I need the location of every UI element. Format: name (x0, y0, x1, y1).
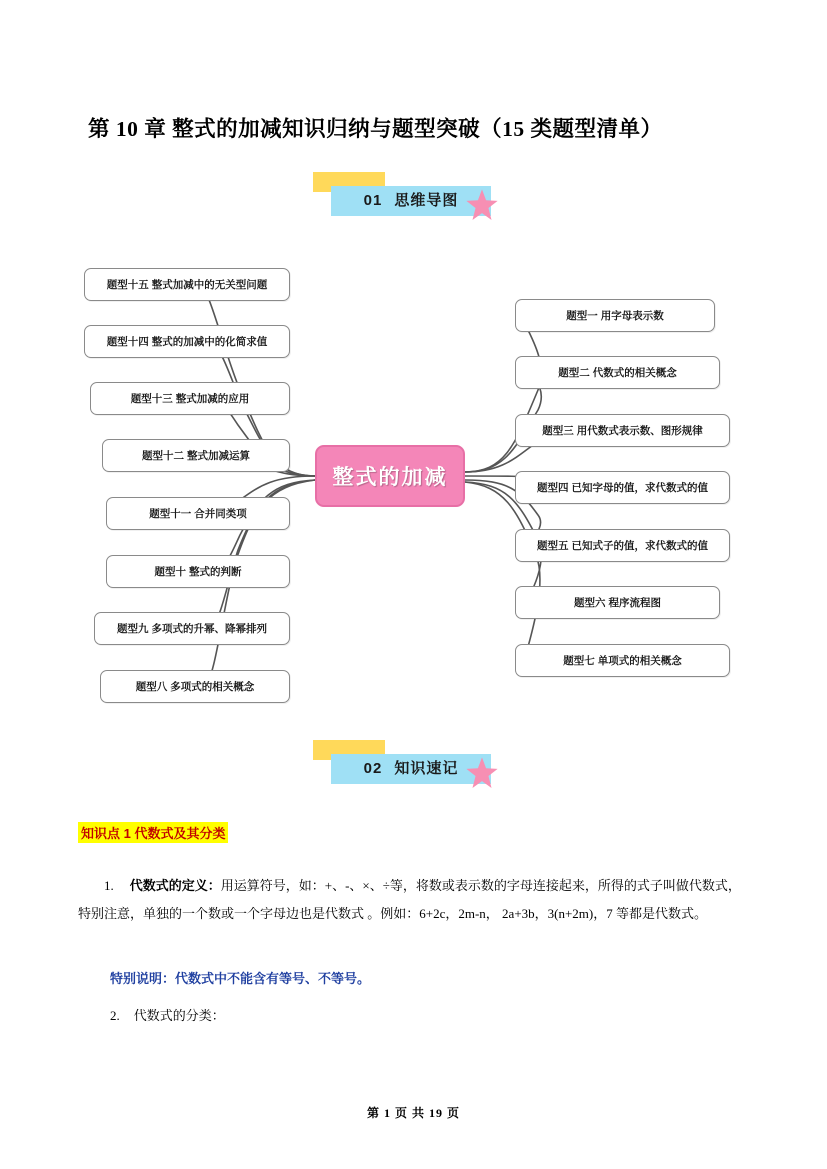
section-banner-02 (313, 740, 513, 786)
mindmap-node-left-8[interactable]: 题型八 多项式的相关概念 (100, 670, 290, 703)
mindmap-node-right-3[interactable]: 题型三 用代数式表示数、图形规律 (515, 414, 730, 447)
knowledge-point-heading: 知识点 1 代数式及其分类 (78, 822, 228, 843)
star-icon (465, 188, 499, 222)
mindmap-node-left-2[interactable]: 题型十四 整式的加减中的化简求值 (84, 325, 290, 358)
item-2-number: 2. (110, 1008, 120, 1023)
mindmap-node-right-2[interactable]: 题型二 代数式的相关概念 (515, 356, 720, 389)
section-01-number: 01 (363, 192, 383, 209)
mindmap-node-left-3[interactable]: 题型十三 整式加减的应用 (90, 382, 290, 415)
star-icon (465, 756, 499, 790)
knowledge-item-2 (110, 1005, 225, 1024)
knowledge-item-1 (78, 872, 753, 928)
mindmap-node-right-6[interactable]: 题型六 程序流程图 (515, 586, 720, 619)
mindmap-node-right-5[interactable]: 题型五 已知式子的值，求代数式的值 (515, 529, 730, 562)
section-02-label: 知识速记 (394, 760, 459, 777)
mindmap-center-node: 整式的加减 (315, 445, 465, 507)
mindmap-node-left-1[interactable]: 题型十五 整式加减中的无关型问题 (84, 268, 290, 301)
item-1-number: 1. (104, 878, 114, 893)
mindmap-node-right-7[interactable]: 题型七 单项式的相关概念 (515, 644, 730, 677)
mindmap-node-right-1[interactable]: 题型一 用字母表示数 (515, 299, 715, 332)
special-note: 特别说明：代数式中不能含有等号、不等号。 (110, 971, 371, 986)
mindmap (60, 250, 770, 720)
mindmap-node-left-6[interactable]: 题型十 整式的判断 (106, 555, 290, 588)
mindmap-node-left-7[interactable]: 题型九 多项式的升幂、降幂排列 (94, 612, 290, 645)
mindmap-node-right-4[interactable]: 题型四 已知字母的值，求代数式的值 (515, 471, 730, 504)
section-01-label: 思维导图 (394, 192, 459, 209)
mindmap-node-left-5[interactable]: 题型十一 合并同类项 (106, 497, 290, 530)
item-1-lead: 代数式的定义： (129, 878, 221, 893)
section-banner-01 (313, 172, 513, 218)
mindmap-node-left-4[interactable]: 题型十二 整式加减运算 (102, 439, 290, 472)
section-02-number: 02 (363, 760, 383, 777)
page-footer: 第 1 页 共 19 页 (366, 1106, 460, 1120)
item-1-text: 用运算符号，如：+、-、×、÷等，将数或表示数的字母连接起来，所得的式子叫做代数式，特别注意，单独的一个数或一个字母边也是代数式 。例如：6+2c，2m-n， 2a+3b，3(n+2m)，7 等都是代数式。 (78, 878, 741, 921)
item-2-text: 代数式的分类： (133, 1008, 225, 1023)
page-title: 第 10 章 整式的加减知识归纳与题型突破（15 类题型清单） (88, 117, 663, 141)
